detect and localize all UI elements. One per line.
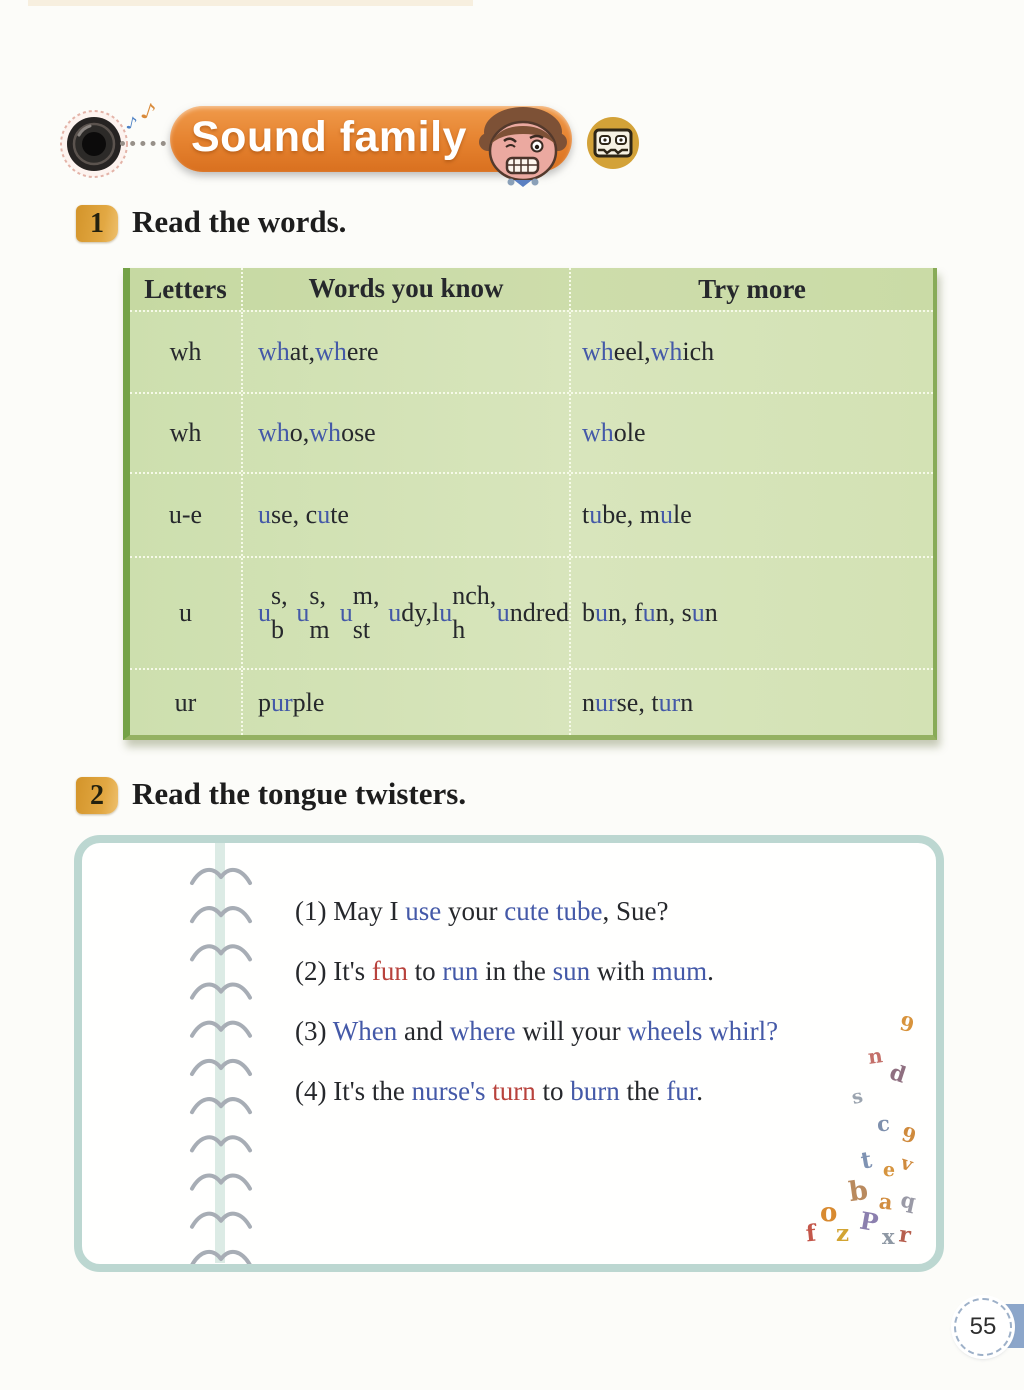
text-segment: sun — [552, 956, 591, 986]
text-segment: s, m — [309, 581, 330, 644]
text-segment: te — [330, 500, 349, 530]
words-you-know-cell — [243, 558, 571, 668]
page-top-edge — [28, 0, 473, 6]
scattered-letter: n — [866, 1043, 885, 1069]
text-segment: whirl? — [709, 1016, 779, 1046]
text-segment: mum — [651, 956, 708, 986]
spiral-ring — [192, 1099, 250, 1112]
sound-words-table — [123, 268, 937, 740]
text-segment: b — [582, 598, 595, 627]
text-segment: u — [339, 598, 353, 628]
text-segment: u — [595, 598, 608, 627]
text-segment: at, — [289, 337, 316, 367]
spiral-ring — [192, 946, 250, 959]
table-header-cell: Try more — [698, 273, 806, 304]
text-segment: ple — [292, 687, 325, 717]
words-you-know-cell — [243, 670, 571, 735]
text-segment: ur — [595, 687, 617, 717]
letters-cell: wh — [130, 394, 243, 472]
text-segment: n, f — [608, 598, 643, 627]
text-segment: ur — [271, 687, 293, 717]
text-segment: n — [582, 687, 595, 717]
scattered-letter: t — [858, 1146, 874, 1175]
text-segment: run — [442, 956, 479, 986]
scattered-letter: P — [857, 1205, 881, 1238]
text-segment: n — [680, 687, 694, 717]
text-segment: o, — [289, 418, 310, 448]
text-segment: where — [449, 1016, 516, 1046]
section-1-badge: 1 — [76, 205, 118, 242]
tongue-twister-list — [295, 898, 778, 1138]
page-number-badge — [954, 1298, 1012, 1356]
text-segment: wh — [258, 418, 290, 448]
text-segment: u — [388, 598, 402, 628]
section-2-badge: 2 — [76, 777, 118, 814]
text-segment: se, t — [616, 687, 659, 717]
text-segment: le — [673, 500, 692, 529]
spiral-ring — [192, 908, 250, 921]
scattered-letter: q — [898, 1186, 919, 1215]
letters-cell: ur — [130, 670, 243, 735]
text-segment: fur — [666, 1076, 697, 1106]
text-segment: , Sue? — [602, 896, 669, 926]
spiral-ring — [192, 1252, 250, 1264]
text-segment: (2) It's — [295, 956, 372, 986]
scattered-letter: f — [804, 1219, 818, 1248]
tongue-twister-line — [295, 898, 778, 925]
try-more-cell — [571, 558, 933, 668]
text-segment: n — [704, 598, 718, 627]
tongue-twister-line — [295, 958, 778, 985]
spiral-ring — [192, 1214, 250, 1227]
text-segment: n, s — [655, 598, 692, 627]
text-segment: wh — [650, 337, 683, 366]
text-segment: wheels — [627, 1016, 703, 1046]
text-segment: l — [432, 598, 440, 628]
scattered-letter: 9 — [899, 1121, 919, 1149]
text-segment: cute tube — [504, 896, 603, 926]
section-2-title: Read the tongue twisters. — [132, 776, 467, 811]
scattered-letter: s — [849, 1085, 866, 1109]
text-segment: (1) May I — [295, 896, 406, 926]
text-segment: t — [582, 500, 590, 529]
text-segment: u — [589, 500, 603, 529]
text-segment: u — [439, 598, 453, 628]
scattered-letter: r — [897, 1221, 913, 1249]
text-segment: in the — [478, 956, 553, 986]
words-you-know-cell — [243, 394, 571, 472]
text-segment: ndred — [509, 598, 569, 628]
letters-cell: u — [130, 558, 243, 668]
scattered-letter: c — [875, 1110, 891, 1137]
text-segment: ere — [346, 337, 379, 367]
spiral-ring — [192, 1061, 250, 1074]
boy-face-icon — [477, 102, 569, 188]
text-segment: u — [691, 598, 705, 627]
text-segment: m, st — [352, 581, 380, 644]
spiral-ring — [192, 984, 250, 997]
words-you-know-cell — [243, 474, 571, 556]
words-you-know-cell — [243, 312, 571, 392]
text-segment: the — [619, 1076, 667, 1106]
text-segment: u — [258, 500, 271, 530]
text-segment: wh — [315, 337, 347, 367]
table-row — [130, 556, 933, 668]
dotted-connector — [120, 141, 176, 146]
scattered-letter: a — [877, 1188, 894, 1215]
text-segment: u — [660, 500, 673, 529]
text-segment: to — [535, 1076, 571, 1106]
page-number: 55 — [969, 1313, 997, 1340]
tongue-twister-line — [295, 1078, 778, 1105]
text-segment: wh — [582, 337, 614, 366]
text-segment: u — [642, 598, 656, 627]
text-segment: ur — [658, 687, 681, 717]
text-segment: ose — [341, 418, 376, 448]
text-segment: s, b — [271, 581, 288, 644]
text-segment: (3) — [295, 1016, 333, 1046]
text-segment: nurse's — [411, 1076, 486, 1106]
text-segment: your — [441, 896, 505, 926]
scattered-letter: d — [886, 1059, 910, 1089]
table-header-row — [130, 268, 933, 310]
text-segment: dy, — [401, 598, 432, 628]
text-segment: and — [397, 1016, 450, 1046]
text-segment: p — [258, 687, 271, 717]
spiral-ring — [192, 1023, 250, 1036]
music-note-icon: ♪ — [124, 113, 139, 135]
text-segment: eel, — [613, 337, 651, 366]
scattered-letter: b — [846, 1174, 870, 1209]
spiral-ring — [192, 870, 250, 883]
text-segment: When — [332, 1016, 398, 1046]
text-segment: (4) It's the — [295, 1076, 412, 1106]
table-header-cell: Words you know — [243, 268, 571, 310]
text-segment: wh — [582, 418, 614, 447]
table-row — [130, 310, 933, 392]
scattered-letter: z — [836, 1220, 850, 1247]
text-segment: to — [407, 956, 443, 986]
tongue-twister-line — [295, 1018, 778, 1045]
text-segment: with — [590, 956, 652, 986]
scattered-letter: o — [820, 1198, 838, 1228]
text-segment: u — [496, 598, 510, 628]
text-segment: fun — [371, 956, 408, 986]
spiral-ring — [192, 1175, 250, 1188]
table-row — [130, 392, 933, 472]
letters-cell: wh — [130, 312, 243, 392]
table-row — [130, 668, 933, 735]
section-1-title: Read the words. — [132, 204, 347, 239]
text-segment: turn — [492, 1076, 536, 1106]
text-segment: be, m — [602, 500, 660, 529]
letters-cell: u-e — [130, 474, 243, 556]
text-segment: wh — [258, 337, 290, 367]
try-more-cell — [571, 670, 933, 735]
text-segment: u — [258, 598, 271, 628]
scattered-letter: 9 — [897, 1010, 917, 1038]
text-segment: burn — [570, 1076, 620, 1106]
table-header-cell: Letters — [130, 268, 243, 310]
text-segment: will your — [515, 1016, 628, 1046]
scattered-letter: v — [898, 1151, 916, 1177]
music-note-icon: ♪ — [137, 98, 159, 127]
spiral-ring — [192, 1137, 250, 1150]
table-row — [130, 472, 933, 556]
cassette-audio-button[interactable] — [586, 117, 640, 169]
scattered-letter: e — [882, 1158, 896, 1182]
text-segment: u — [296, 598, 310, 628]
text-segment: wh — [309, 418, 342, 448]
text-segment: . — [696, 1076, 703, 1106]
text-segment: . — [707, 956, 714, 986]
try-more-cell — [571, 312, 933, 392]
text-segment: ich — [682, 337, 715, 366]
try-more-cell — [571, 474, 933, 556]
scattered-letter: x — [882, 1224, 895, 1249]
text-segment: nch, h — [452, 581, 497, 644]
text-segment: u — [317, 500, 331, 530]
text-segment: ole — [613, 418, 646, 447]
text-segment: use — [405, 896, 442, 926]
spiral-binding-icon — [187, 852, 255, 1264]
text-segment: se, c — [271, 500, 318, 530]
try-more-cell — [571, 394, 933, 472]
banner-title: Sound family — [191, 113, 467, 161]
